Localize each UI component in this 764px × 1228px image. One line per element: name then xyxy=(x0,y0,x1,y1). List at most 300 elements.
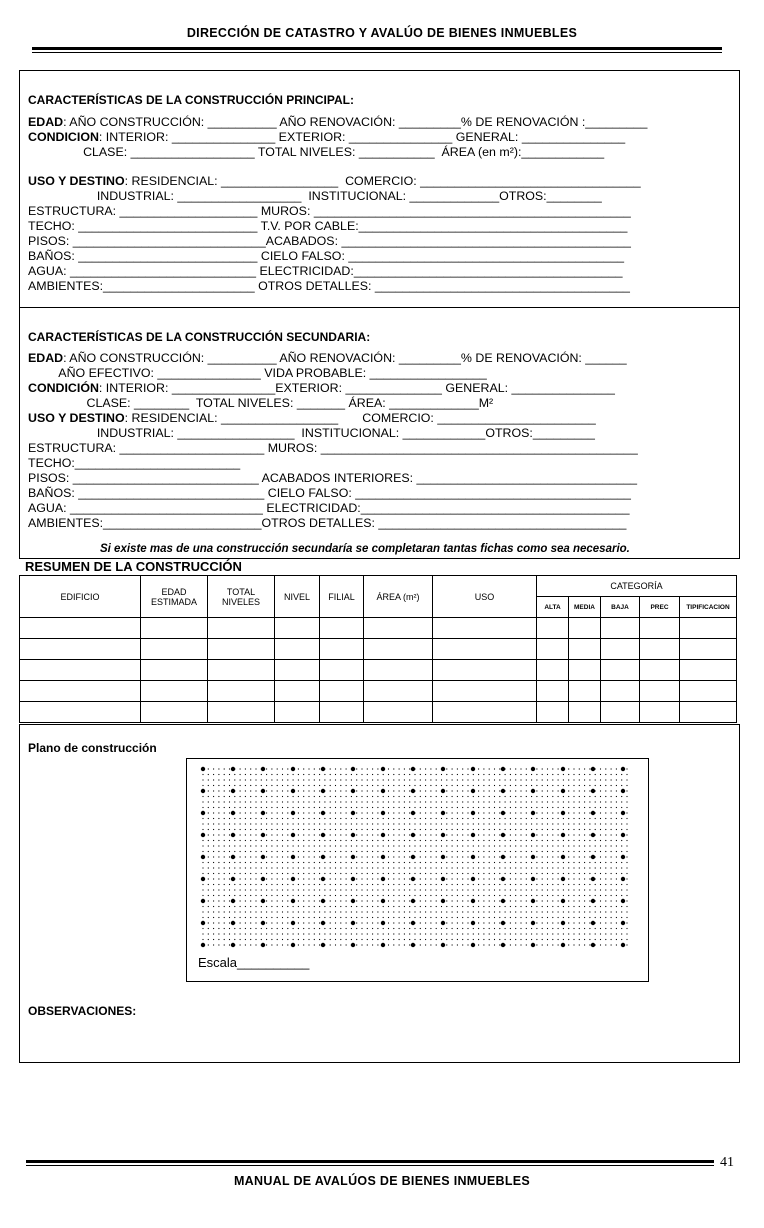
table-cell[interactable] xyxy=(208,681,275,702)
grid-dot xyxy=(515,790,516,791)
grid-dot xyxy=(218,944,219,945)
grid-dot xyxy=(266,933,267,934)
grid-dot xyxy=(430,790,431,791)
table-cell[interactable] xyxy=(20,702,141,723)
table-cell[interactable] xyxy=(141,618,208,639)
table-cell[interactable] xyxy=(537,618,569,639)
grid-dot xyxy=(483,807,484,808)
grid-dot xyxy=(335,807,336,808)
grid-dot xyxy=(558,917,559,918)
grid-dot xyxy=(558,823,559,824)
table-cell[interactable] xyxy=(208,702,275,723)
table-cell[interactable] xyxy=(320,702,364,723)
table-cell[interactable] xyxy=(433,702,537,723)
grid-dot xyxy=(330,862,331,863)
secundaria-field-line[interactable] xyxy=(28,516,626,530)
grid-dot xyxy=(579,801,580,802)
secundaria-field-line[interactable] xyxy=(28,366,487,380)
table-cell[interactable] xyxy=(141,702,208,723)
table-cell[interactable] xyxy=(601,660,640,681)
secundaria-field-line[interactable] xyxy=(28,396,493,410)
grid-dot xyxy=(213,911,214,912)
grid-dot xyxy=(605,790,606,791)
table-cell[interactable] xyxy=(433,681,537,702)
table-cell[interactable] xyxy=(275,660,320,681)
grid-dot xyxy=(430,779,431,780)
grid-dot xyxy=(441,889,442,890)
table-cell[interactable] xyxy=(364,702,433,723)
grid-dot xyxy=(499,917,500,918)
grid-major-dot xyxy=(591,877,595,881)
principal-field-line[interactable] xyxy=(28,204,631,218)
grid-dot xyxy=(282,834,283,835)
grid-dot xyxy=(250,845,251,846)
grid-dot xyxy=(346,862,347,863)
grid-dot xyxy=(361,785,362,786)
grid-dot xyxy=(621,867,622,868)
grid-dot xyxy=(441,906,442,907)
grid-dot xyxy=(218,895,219,896)
grid-major-dot xyxy=(351,877,355,881)
grid-dot xyxy=(308,796,309,797)
grid-dot xyxy=(558,895,559,896)
grid-dot xyxy=(271,829,272,830)
grid-dot xyxy=(361,823,362,824)
table-cell[interactable] xyxy=(640,660,680,681)
secundaria-field-line[interactable] xyxy=(28,501,629,515)
grid-dot xyxy=(229,801,230,802)
grid-dot xyxy=(425,928,426,929)
principal-field-line[interactable] xyxy=(28,279,630,293)
grid-dot xyxy=(573,873,574,874)
grid-dot xyxy=(388,873,389,874)
escala-field[interactable]: Escala__________ xyxy=(198,955,310,970)
secundaria-field-line[interactable] xyxy=(28,471,637,485)
grid-dot xyxy=(430,785,431,786)
grid-dot xyxy=(462,933,463,934)
grid-dot xyxy=(462,774,463,775)
table-cell[interactable] xyxy=(364,681,433,702)
table-cell[interactable] xyxy=(640,702,680,723)
table-cell[interactable] xyxy=(20,681,141,702)
grid-dot xyxy=(234,818,235,819)
grid-dot xyxy=(478,944,479,945)
grid-dot xyxy=(425,944,426,945)
secundaria-field-line[interactable] xyxy=(28,411,596,425)
grid-dot xyxy=(483,933,484,934)
grid-dot xyxy=(436,796,437,797)
grid-major-dot xyxy=(201,855,205,859)
grid-dot xyxy=(552,818,553,819)
grid-dot xyxy=(515,911,516,912)
table-cell[interactable] xyxy=(141,639,208,660)
grid-dot xyxy=(261,818,262,819)
table-cell[interactable] xyxy=(208,618,275,639)
grid-dot xyxy=(430,823,431,824)
table-cell[interactable] xyxy=(275,639,320,660)
table-cell[interactable] xyxy=(20,618,141,639)
table-cell[interactable] xyxy=(537,702,569,723)
table-cell[interactable] xyxy=(537,639,569,660)
grid-dot xyxy=(547,862,548,863)
grid-dot xyxy=(515,768,516,769)
grid-dot xyxy=(335,873,336,874)
grid-dot xyxy=(441,911,442,912)
grid-dot xyxy=(250,790,251,791)
grid-dot xyxy=(489,906,490,907)
table-cell[interactable] xyxy=(601,681,640,702)
grid-dot xyxy=(531,928,532,929)
grid-dot xyxy=(340,796,341,797)
grid-dot xyxy=(467,944,468,945)
grid-dot xyxy=(202,906,203,907)
grid-dot xyxy=(430,829,431,830)
table-cell[interactable] xyxy=(601,702,640,723)
grid-dot xyxy=(271,851,272,852)
grid-dot xyxy=(552,895,553,896)
grid-dot xyxy=(515,873,516,874)
grid-dot xyxy=(478,829,479,830)
grid-dot xyxy=(202,884,203,885)
grid-dot xyxy=(356,840,357,841)
grid-dot xyxy=(457,939,458,940)
table-cell[interactable] xyxy=(320,618,364,639)
table-cell[interactable] xyxy=(275,681,320,702)
grid-major-dot xyxy=(291,943,295,947)
grid-dot xyxy=(515,840,516,841)
grid-dot xyxy=(520,939,521,940)
grid-dot xyxy=(229,845,230,846)
grid-dot xyxy=(536,884,537,885)
grid-dot xyxy=(319,845,320,846)
grid-dot xyxy=(303,785,304,786)
grid-dot xyxy=(330,807,331,808)
table-cell[interactable] xyxy=(433,660,537,681)
grid-dot xyxy=(356,829,357,830)
grid-major-dot xyxy=(561,943,565,947)
table-cell[interactable] xyxy=(680,639,737,660)
grid-dot xyxy=(420,796,421,797)
grid-dot xyxy=(457,801,458,802)
grid-dot xyxy=(526,768,527,769)
grid-dot xyxy=(255,884,256,885)
grid-dot xyxy=(367,933,368,934)
grid-dot xyxy=(520,807,521,808)
grid-dot xyxy=(420,873,421,874)
grid-dot xyxy=(393,840,394,841)
table-cell[interactable] xyxy=(640,639,680,660)
grid-dot xyxy=(399,768,400,769)
table-cell[interactable] xyxy=(20,660,141,681)
grid-dot xyxy=(314,867,315,868)
principal-field-line[interactable] xyxy=(28,130,625,144)
grid-dot xyxy=(600,812,601,813)
grid-dot xyxy=(245,812,246,813)
grid-dot xyxy=(409,917,410,918)
table-cell[interactable] xyxy=(320,660,364,681)
table-cell[interactable] xyxy=(680,660,737,681)
grid-dot xyxy=(616,785,617,786)
grid-dot xyxy=(616,884,617,885)
grid-dot xyxy=(372,900,373,901)
grid-dot xyxy=(626,884,627,885)
grid-dot xyxy=(319,928,320,929)
footer-rule-thin xyxy=(26,1165,714,1166)
grid-dot xyxy=(563,928,564,929)
grid-dot xyxy=(335,939,336,940)
table-cell[interactable] xyxy=(640,618,680,639)
grid-dot xyxy=(531,895,532,896)
grid-dot xyxy=(579,928,580,929)
grid-dot xyxy=(584,801,585,802)
grid-dot xyxy=(478,796,479,797)
table-cell[interactable] xyxy=(433,639,537,660)
grid-dot xyxy=(573,774,574,775)
table-cell[interactable] xyxy=(640,681,680,702)
secundaria-field-line[interactable] xyxy=(28,441,638,455)
grid-dot xyxy=(229,939,230,940)
grid-dot xyxy=(573,801,574,802)
principal-field-line[interactable] xyxy=(28,219,627,233)
grid-dot xyxy=(404,889,405,890)
grid-dot xyxy=(319,922,320,923)
grid-dot xyxy=(361,829,362,830)
grid-dot xyxy=(383,785,384,786)
grid-dot xyxy=(399,796,400,797)
grid-major-dot xyxy=(621,789,625,793)
grid-dot xyxy=(558,873,559,874)
grid-dot xyxy=(399,939,400,940)
grid-dot xyxy=(409,785,410,786)
grid-dot xyxy=(240,768,241,769)
table-cell[interactable] xyxy=(141,660,208,681)
table-cell[interactable] xyxy=(569,639,601,660)
grid-dot xyxy=(542,895,543,896)
grid-dot xyxy=(536,900,537,901)
grid-dot xyxy=(377,928,378,929)
grid-major-dot xyxy=(501,789,505,793)
grid-dot xyxy=(452,911,453,912)
table-cell[interactable] xyxy=(537,660,569,681)
table-cell[interactable] xyxy=(601,639,640,660)
grid-dot xyxy=(573,878,574,879)
grid-major-dot xyxy=(591,855,595,859)
grid-dot xyxy=(489,823,490,824)
table-cell[interactable] xyxy=(680,618,737,639)
grid-dot xyxy=(361,851,362,852)
table-cell[interactable] xyxy=(601,618,640,639)
grid-dot xyxy=(515,818,516,819)
grid-dot xyxy=(208,928,209,929)
grid-dot xyxy=(626,922,627,923)
grid-dot xyxy=(224,823,225,824)
grid-dot xyxy=(547,812,548,813)
table-cell[interactable] xyxy=(569,618,601,639)
grid-major-dot xyxy=(561,899,565,903)
grid-dot xyxy=(218,851,219,852)
grid-dot xyxy=(245,900,246,901)
grid-dot xyxy=(224,812,225,813)
grid-dot xyxy=(446,851,447,852)
grid-dot xyxy=(229,895,230,896)
table-cell[interactable] xyxy=(20,639,141,660)
table-cell[interactable] xyxy=(569,681,601,702)
table-cell[interactable] xyxy=(320,639,364,660)
grid-dot xyxy=(377,900,378,901)
grid-dot xyxy=(526,823,527,824)
table-cell[interactable] xyxy=(320,681,364,702)
secundaria-field-line[interactable] xyxy=(28,456,240,470)
principal-field-line[interactable] xyxy=(28,174,641,188)
grid-dot xyxy=(552,840,553,841)
table-cell[interactable] xyxy=(141,681,208,702)
grid-dot xyxy=(568,812,569,813)
grid-dot xyxy=(436,779,437,780)
principal-field-line[interactable] xyxy=(28,189,602,203)
grid-major-dot xyxy=(321,921,325,925)
grid-dot xyxy=(494,829,495,830)
grid-dot xyxy=(420,889,421,890)
grid-dot xyxy=(324,895,325,896)
secundaria-field-line[interactable] xyxy=(28,486,631,500)
grid-dot xyxy=(213,851,214,852)
grid-dot xyxy=(510,829,511,830)
principal-field-line[interactable] xyxy=(28,249,624,263)
grid-dot xyxy=(595,895,596,896)
grid-dot xyxy=(367,939,368,940)
grid-dot xyxy=(224,829,225,830)
grid-dot xyxy=(308,840,309,841)
table-cell[interactable] xyxy=(364,618,433,639)
grid-dot xyxy=(616,851,617,852)
grid-dot xyxy=(589,768,590,769)
plano-grid[interactable] xyxy=(186,758,649,982)
grid-dot xyxy=(436,818,437,819)
grid-dot xyxy=(245,785,246,786)
grid-dot xyxy=(218,823,219,824)
secundaria-field-line[interactable] xyxy=(28,351,627,365)
grid-dot xyxy=(611,911,612,912)
grid-dot xyxy=(224,928,225,929)
grid-dot xyxy=(526,922,527,923)
grid-dot xyxy=(388,823,389,824)
grid-dot xyxy=(473,928,474,929)
grid-dot xyxy=(425,834,426,835)
table-cell[interactable] xyxy=(364,639,433,660)
principal-field-line[interactable] xyxy=(28,145,604,159)
grid-dot xyxy=(595,939,596,940)
grid-dot xyxy=(611,873,612,874)
field-label: EDAD xyxy=(28,115,64,129)
grid-dot xyxy=(467,873,468,874)
grid-dot xyxy=(255,922,256,923)
table-cell[interactable] xyxy=(569,702,601,723)
grid-dot xyxy=(452,818,453,819)
grid-dot xyxy=(425,889,426,890)
grid-dot xyxy=(218,856,219,857)
grid-dot xyxy=(308,889,309,890)
grid-dot xyxy=(414,829,415,830)
grid-dot xyxy=(208,944,209,945)
grid-dot xyxy=(526,884,527,885)
grid-dot xyxy=(446,906,447,907)
grid-dot xyxy=(520,785,521,786)
grid-dot xyxy=(558,900,559,901)
grid-dot xyxy=(271,867,272,868)
secundaria-field-line[interactable] xyxy=(28,381,615,395)
grid-dot xyxy=(473,889,474,890)
field-label: CONDICION xyxy=(28,130,99,144)
grid-dot xyxy=(319,933,320,934)
grid-dot xyxy=(293,818,294,819)
grid-dot xyxy=(436,768,437,769)
grid-dot xyxy=(579,818,580,819)
grid-dot xyxy=(547,851,548,852)
secundaria-field-line[interactable] xyxy=(28,426,595,440)
grid-dot xyxy=(473,774,474,775)
grid-dot xyxy=(420,933,421,934)
grid-dot xyxy=(542,818,543,819)
grid-dot xyxy=(213,900,214,901)
grid-dot xyxy=(351,928,352,929)
grid-dot xyxy=(611,834,612,835)
grid-dot xyxy=(319,906,320,907)
table-cell[interactable] xyxy=(680,681,737,702)
table-cell[interactable] xyxy=(275,618,320,639)
grid-dot xyxy=(579,840,580,841)
grid-dot xyxy=(388,884,389,885)
grid-dot xyxy=(579,922,580,923)
grid-dot xyxy=(303,895,304,896)
grid-dot xyxy=(298,922,299,923)
grid-dot xyxy=(515,900,516,901)
grid-dot xyxy=(542,790,543,791)
grid-dot xyxy=(240,917,241,918)
grid-dot xyxy=(213,779,214,780)
grid-dot xyxy=(499,785,500,786)
grid-dot xyxy=(547,922,548,923)
grid-dot xyxy=(611,878,612,879)
principal-field-line[interactable] xyxy=(28,264,623,278)
grid-dot xyxy=(505,939,506,940)
grid-dot xyxy=(388,928,389,929)
principal-field-line[interactable] xyxy=(28,115,647,129)
grid-dot xyxy=(430,845,431,846)
table-cell[interactable] xyxy=(433,618,537,639)
grid-dot xyxy=(430,911,431,912)
grid-dot xyxy=(626,917,627,918)
grid-dot xyxy=(489,944,490,945)
principal-field-line[interactable] xyxy=(28,234,631,248)
grid-dot xyxy=(266,928,267,929)
grid-dot xyxy=(314,834,315,835)
table-cell[interactable] xyxy=(275,702,320,723)
grid-dot xyxy=(393,818,394,819)
grid-dot xyxy=(558,856,559,857)
table-cell[interactable] xyxy=(208,660,275,681)
table-cell[interactable] xyxy=(537,681,569,702)
grid-dot xyxy=(494,834,495,835)
grid-dot xyxy=(462,917,463,918)
grid-dot xyxy=(319,807,320,808)
table-cell[interactable] xyxy=(208,639,275,660)
table-cell[interactable] xyxy=(680,702,737,723)
grid-dot xyxy=(240,840,241,841)
grid-dot xyxy=(547,900,548,901)
table-cell[interactable] xyxy=(569,660,601,681)
table-cell[interactable] xyxy=(364,660,433,681)
grid-dot xyxy=(526,895,527,896)
